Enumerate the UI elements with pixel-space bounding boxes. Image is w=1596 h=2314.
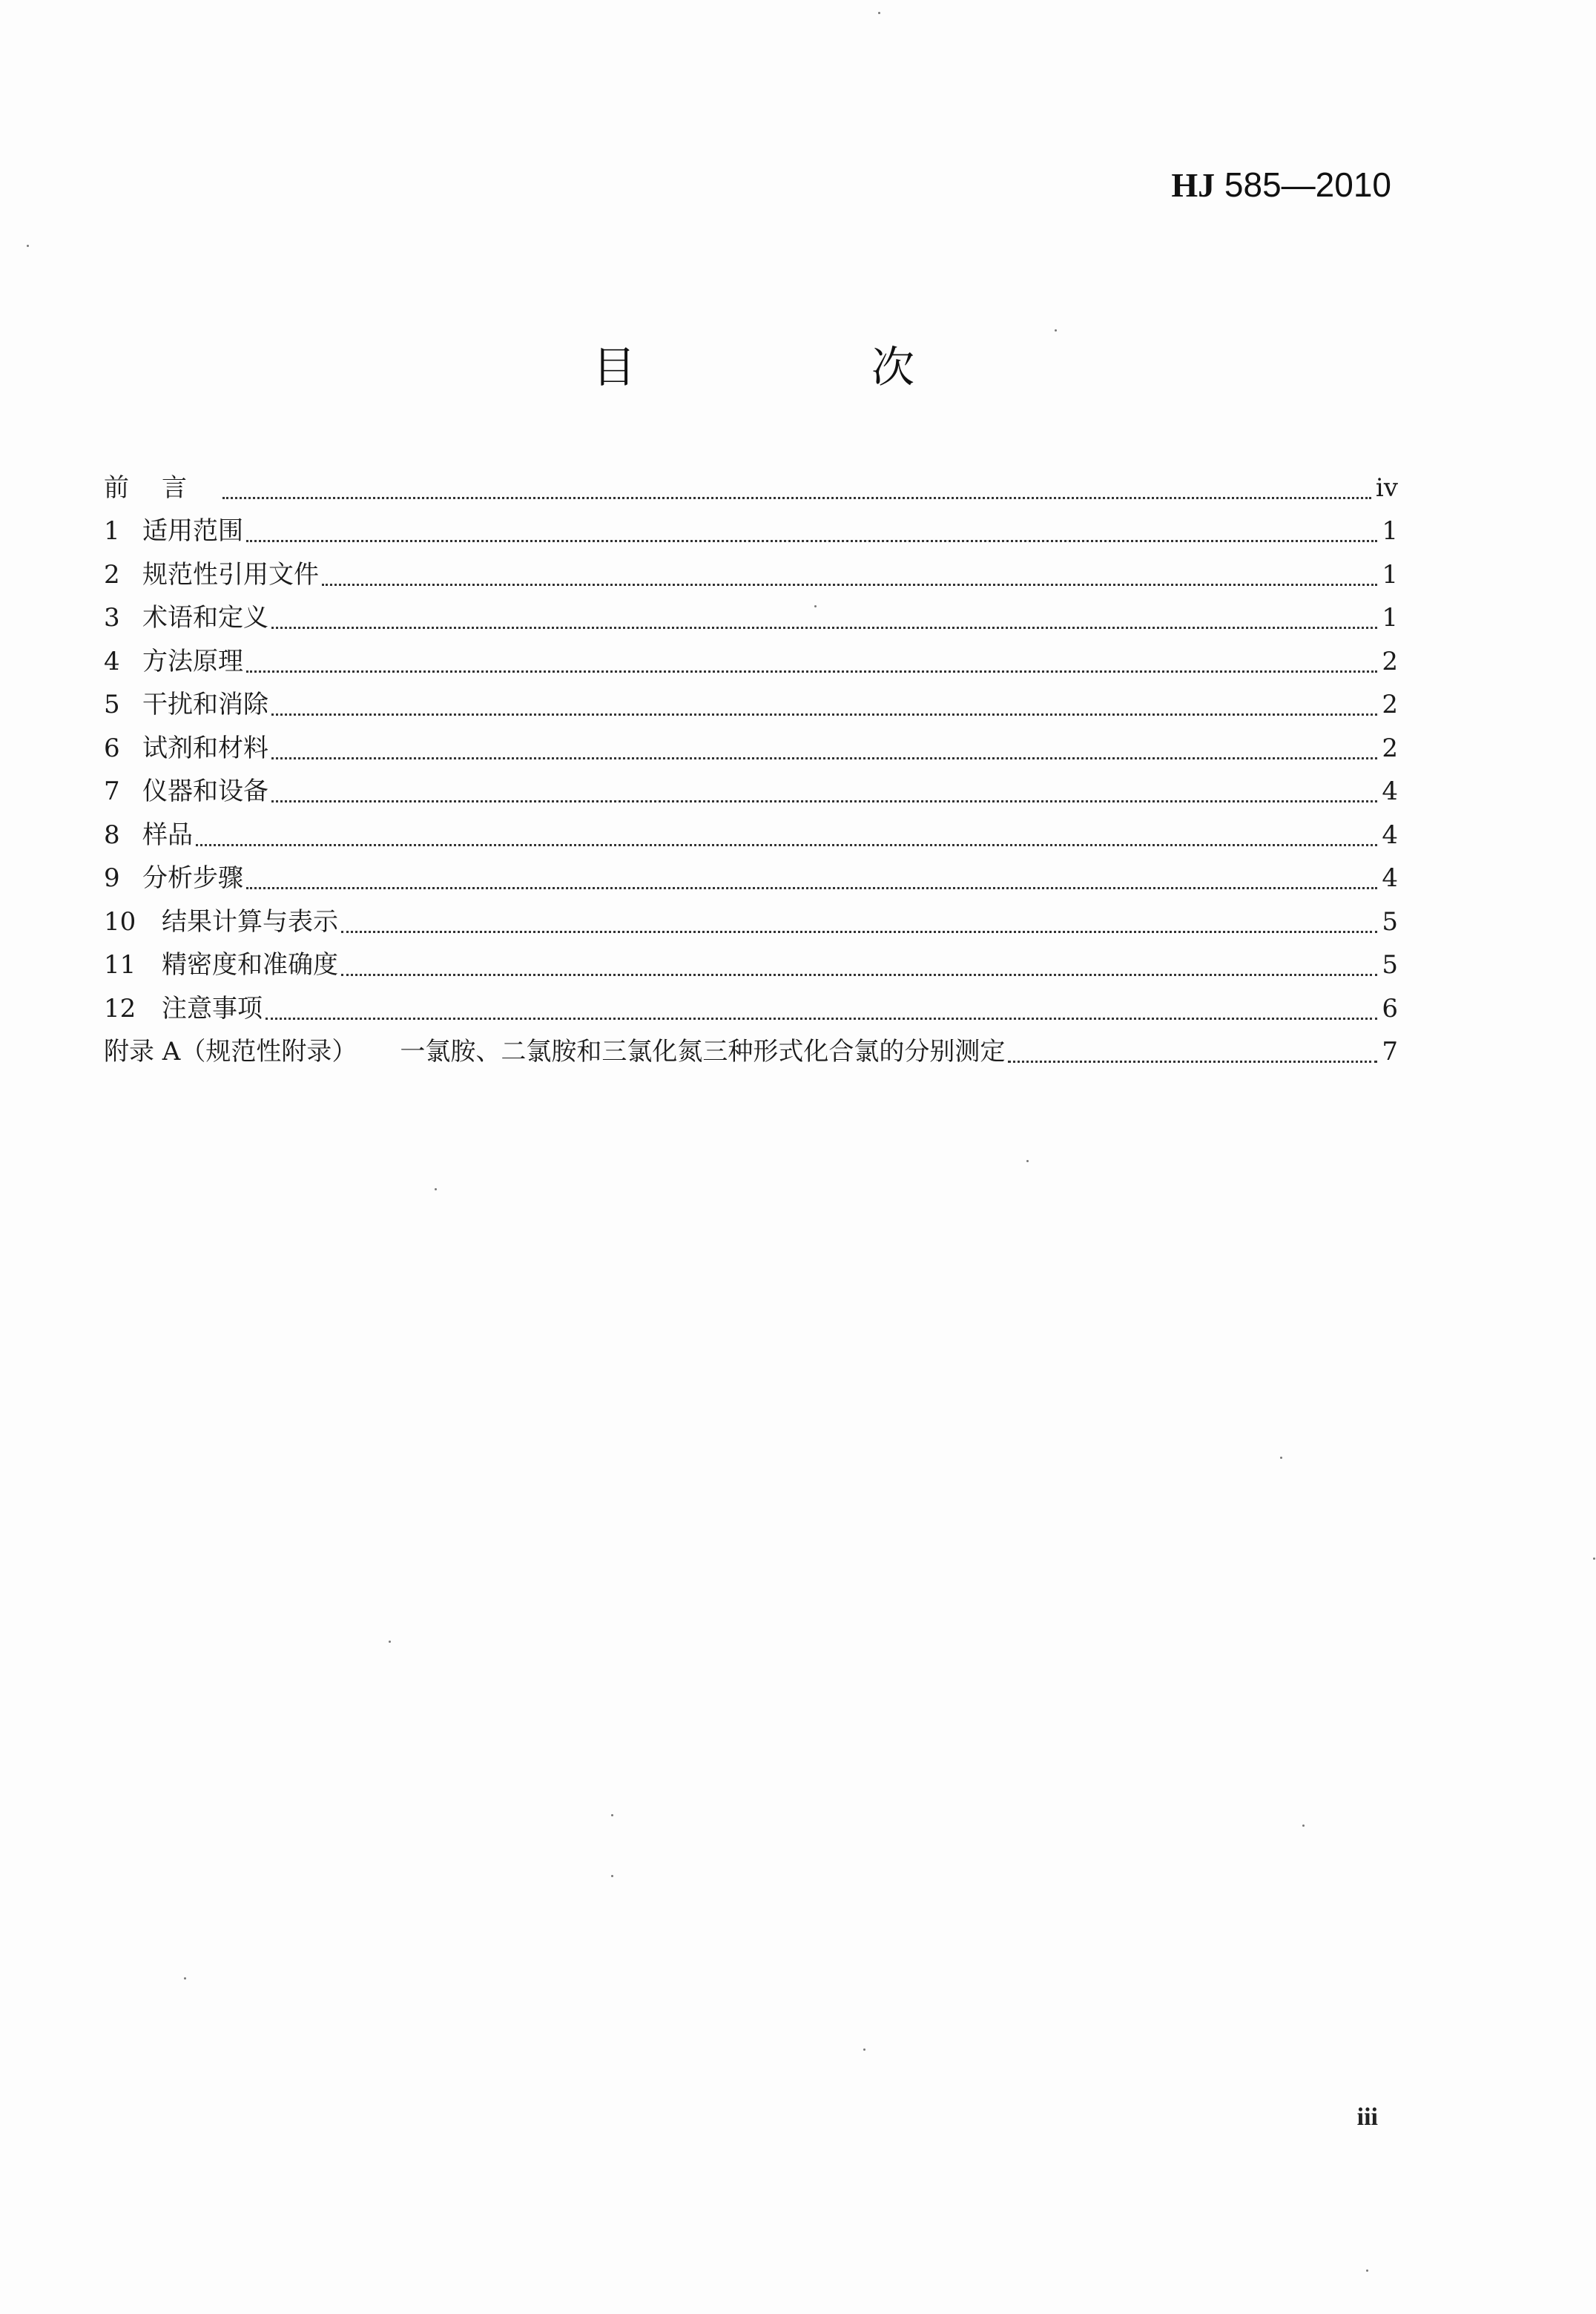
dot-leader xyxy=(246,540,1377,542)
toc-entry-12[interactable] xyxy=(104,986,1398,1030)
toc-entry-number: 1 xyxy=(104,516,120,546)
dot-leader xyxy=(196,844,1377,846)
toc-entry-page: 2 xyxy=(1382,733,1398,763)
dot-leader xyxy=(341,974,1377,976)
toc-entry-page: 4 xyxy=(1382,863,1398,893)
scan-speck xyxy=(814,605,817,607)
toc-entry-label: 精密度和准确度 xyxy=(162,950,338,980)
toc-entry-number: 9 xyxy=(104,863,120,893)
toc-entry-1[interactable] xyxy=(104,510,1398,553)
toc-entry-label: 干扰和消除 xyxy=(142,690,268,719)
toc-entry-foreword[interactable] xyxy=(104,466,1398,510)
toc-entry-page: 2 xyxy=(1382,646,1398,676)
scan-speck xyxy=(27,245,29,247)
toc-entry-6[interactable] xyxy=(104,726,1398,770)
scan-speck xyxy=(1302,1824,1305,1827)
toc-entry-7[interactable] xyxy=(104,770,1398,814)
scan-speck xyxy=(1366,2270,1368,2272)
toc-entry-page: 1 xyxy=(1382,559,1398,590)
toc-entry-label: 术语和定义 xyxy=(142,603,268,633)
toc-entry-label: 结果计算与表示 xyxy=(162,906,338,937)
page-title: 目 次 xyxy=(592,342,1011,392)
scan-speck xyxy=(1593,1558,1595,1560)
scan-speck xyxy=(878,12,880,14)
toc-entry-number: 4 xyxy=(104,646,120,676)
toc-entry-page: 4 xyxy=(1382,820,1398,850)
toc-entry-number: 7 xyxy=(104,777,120,806)
dot-leader xyxy=(271,713,1377,716)
toc-entry-page: 6 xyxy=(1382,993,1398,1024)
toc-entry-page: 5 xyxy=(1382,906,1398,937)
scan-speck xyxy=(1026,1160,1029,1162)
toc-entry-number: 5 xyxy=(104,690,120,719)
toc-entry-label: 规范性引用文件 xyxy=(142,559,319,590)
scan-speck xyxy=(611,1875,613,1877)
page-folio: iii xyxy=(1356,2103,1378,2131)
dot-leader xyxy=(271,800,1377,802)
toc-entry-label: 适用范围 xyxy=(142,516,243,546)
dot-leader xyxy=(271,757,1377,759)
toc-entry-page: 1 xyxy=(1382,516,1398,546)
dot-leader xyxy=(322,584,1377,586)
dot-leader xyxy=(246,670,1377,673)
toc-entry-number: 6 xyxy=(104,733,120,763)
toc-entry-page: 2 xyxy=(1382,690,1398,719)
toc-entry-4[interactable] xyxy=(104,639,1398,683)
toc-entry-page: iv xyxy=(1375,472,1398,503)
toc-entry-label: 前言 xyxy=(104,472,220,503)
toc-entry-number: 12 xyxy=(104,993,136,1024)
toc-entry-3[interactable] xyxy=(104,596,1398,640)
dot-leader xyxy=(271,627,1377,629)
dot-leader xyxy=(341,931,1377,933)
toc-entry-number: 2 xyxy=(104,559,120,590)
scan-speck xyxy=(611,1814,613,1816)
toc-entry-page: 1 xyxy=(1382,603,1398,633)
standard-code: HJ xyxy=(1171,166,1216,204)
scan-speck xyxy=(435,1188,437,1190)
toc-entry-label: 仪器和设备 xyxy=(142,777,268,806)
toc-entry-10[interactable] xyxy=(104,900,1398,943)
dot-leader xyxy=(1008,1061,1377,1063)
dot-leader xyxy=(266,1018,1377,1020)
toc-entry-label: 一氯胺、二氯胺和三氯化氮三种形式化合氯的分别测定 xyxy=(400,1037,1006,1067)
scan-speck xyxy=(184,1977,186,1980)
toc-entry-label: 样品 xyxy=(142,820,193,850)
toc-entry-number: 3 xyxy=(104,603,120,633)
dot-leader xyxy=(246,887,1377,889)
toc-entry-appendix-a[interactable] xyxy=(104,1030,1398,1074)
toc-entry-label: 注意事项 xyxy=(162,993,263,1024)
table-of-contents xyxy=(104,466,1398,1073)
toc-entry-2[interactable] xyxy=(104,553,1398,596)
standard-number xyxy=(1171,165,1391,205)
scan-speck xyxy=(1055,329,1057,332)
toc-entry-5[interactable] xyxy=(104,683,1398,727)
dot-leader xyxy=(222,497,1371,499)
toc-entry-number: 11 xyxy=(104,950,136,980)
standard-year: 585—2010 xyxy=(1224,165,1391,204)
toc-entry-label: 试剂和材料 xyxy=(142,733,268,763)
toc-entry-9[interactable] xyxy=(104,857,1398,900)
toc-entry-page: 5 xyxy=(1382,950,1398,980)
scan-speck xyxy=(1280,1457,1282,1459)
scan-speck xyxy=(389,1641,391,1643)
appendix-prefix: 附录 A（规范性附录） xyxy=(104,1037,357,1067)
toc-entry-number: 8 xyxy=(104,820,120,850)
toc-entry-11[interactable] xyxy=(104,943,1398,987)
toc-entry-label: 分析步骤 xyxy=(142,863,243,893)
scan-speck xyxy=(863,2048,865,2051)
toc-entry-8[interactable] xyxy=(104,813,1398,857)
toc-entry-page: 7 xyxy=(1382,1037,1398,1067)
toc-entry-page: 4 xyxy=(1382,777,1398,806)
toc-entry-number: 10 xyxy=(104,906,136,937)
toc-entry-label: 方法原理 xyxy=(142,646,243,676)
